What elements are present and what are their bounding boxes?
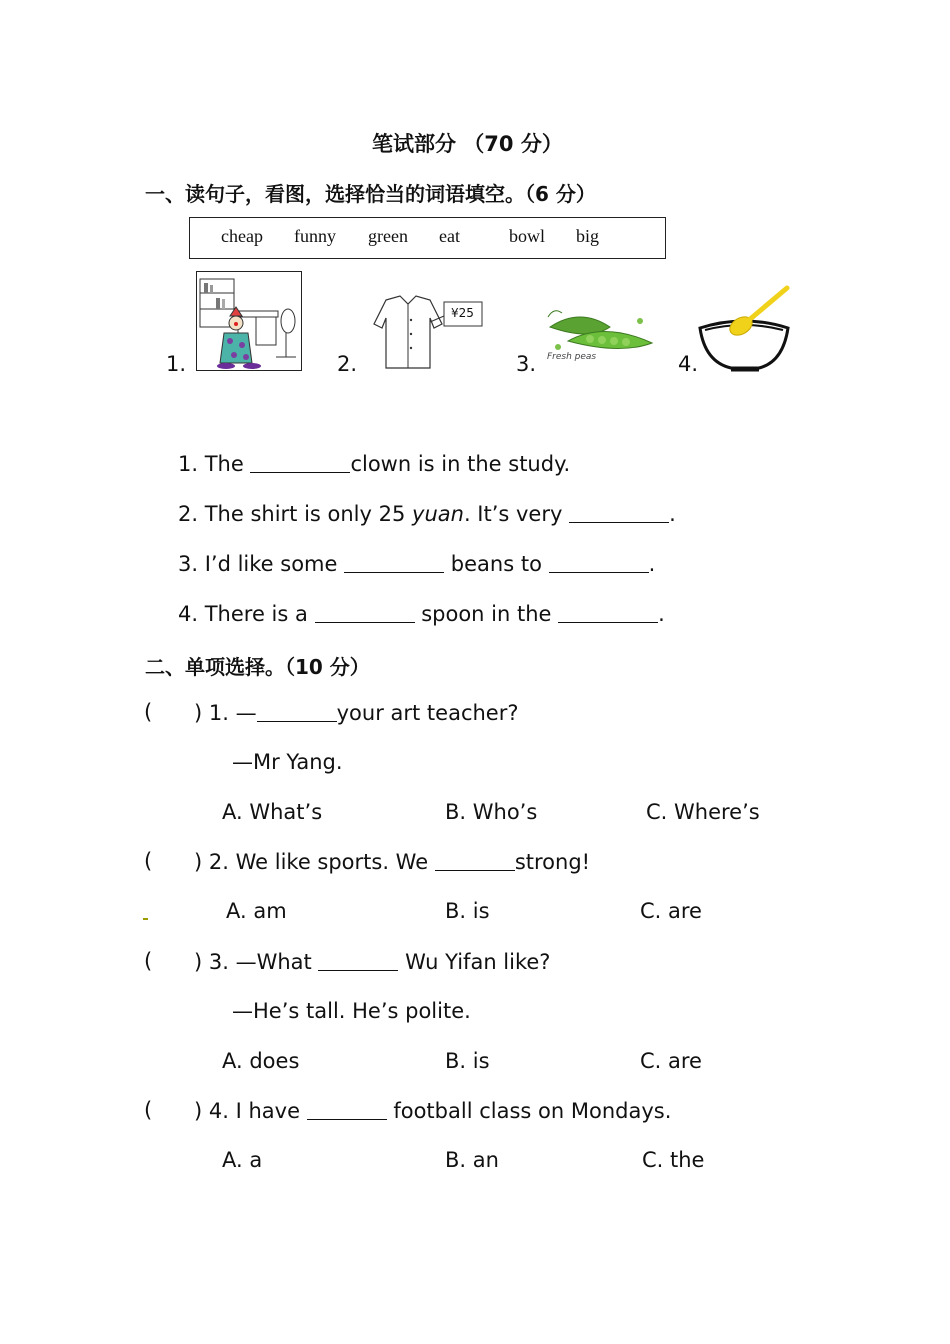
- option-b[interactable]: B. Who’s: [445, 800, 538, 824]
- bowl-spoon-picture: [697, 284, 792, 374]
- picture-number: 3.: [516, 352, 537, 376]
- answer-blank[interactable]: [315, 601, 415, 623]
- option-a[interactable]: A. What’s: [222, 800, 323, 824]
- reply-line: —Mr Yang.: [232, 750, 343, 774]
- picture-number: 1.: [166, 352, 187, 376]
- question-line: ) 1. — your art teacher?: [194, 701, 519, 725]
- price-tag-text: ¥25: [451, 306, 474, 320]
- question-line: ) 2. We like sports. We strong!: [194, 850, 591, 874]
- option-b[interactable]: B. is: [445, 899, 490, 923]
- answer-blank[interactable]: [257, 700, 337, 722]
- option-a[interactable]: A. does: [222, 1049, 300, 1073]
- page-title: 笔试部分 （70 分）: [372, 132, 563, 156]
- answer-paren-open: (: [144, 849, 153, 873]
- option-b[interactable]: B. an: [445, 1148, 499, 1172]
- reply-line: —He’s tall. He’s polite.: [232, 999, 471, 1023]
- fill-sentence: 4. There is a spoon in the .: [178, 602, 665, 626]
- answer-blank[interactable]: [344, 551, 444, 573]
- fill-sentence: 1. The clown is in the study.: [178, 452, 571, 476]
- option-c[interactable]: C. are: [640, 899, 702, 923]
- fill-sentence: 3. I’d like some beans to .: [178, 552, 656, 576]
- option-c[interactable]: C. Where’s: [646, 800, 760, 824]
- word-bank-item: green: [368, 226, 408, 246]
- picture-number: 2.: [337, 352, 358, 376]
- answer-paren-open: (: [144, 949, 153, 973]
- clown-in-study-picture: [196, 271, 302, 371]
- answer-paren-open: (: [144, 700, 153, 724]
- answer-blank[interactable]: [250, 451, 350, 473]
- word-bank-item: bowl: [509, 226, 545, 246]
- margin-mark: [143, 918, 148, 920]
- question-line: ) 4. I have football class on Mondays.: [194, 1099, 672, 1123]
- answer-blank[interactable]: [549, 551, 649, 573]
- option-c[interactable]: C. the: [642, 1148, 705, 1172]
- answer-blank[interactable]: [558, 601, 658, 623]
- answer-blank[interactable]: [569, 501, 669, 523]
- question-line: ) 3. —What Wu Yifan like?: [194, 950, 551, 974]
- word-bank-item: cheap: [221, 226, 263, 246]
- peas-caption: Fresh peas: [547, 352, 597, 362]
- option-a[interactable]: A. am: [226, 899, 287, 923]
- answer-blank[interactable]: [307, 1098, 387, 1120]
- answer-paren-open: (: [144, 1098, 153, 1122]
- picture-number: 4.: [678, 352, 699, 376]
- word-bank-item: big: [576, 226, 600, 246]
- word-bank-item: eat: [439, 226, 460, 246]
- option-b[interactable]: B. is: [445, 1049, 490, 1073]
- option-a[interactable]: A. a: [222, 1148, 263, 1172]
- answer-blank[interactable]: [318, 949, 398, 971]
- word-bank-box: [189, 217, 666, 259]
- answer-blank[interactable]: [435, 849, 515, 871]
- option-c[interactable]: C. are: [640, 1049, 702, 1073]
- fill-sentence: 2. The shirt is only 25 yuan. It’s very .: [178, 502, 676, 526]
- section1-heading: 一、读句子，看图，选择恰当的词语填空。（6 分）: [145, 182, 596, 206]
- section2-heading: 二、单项选择。（10 分）: [145, 655, 370, 679]
- word-bank-item: funny: [294, 226, 336, 246]
